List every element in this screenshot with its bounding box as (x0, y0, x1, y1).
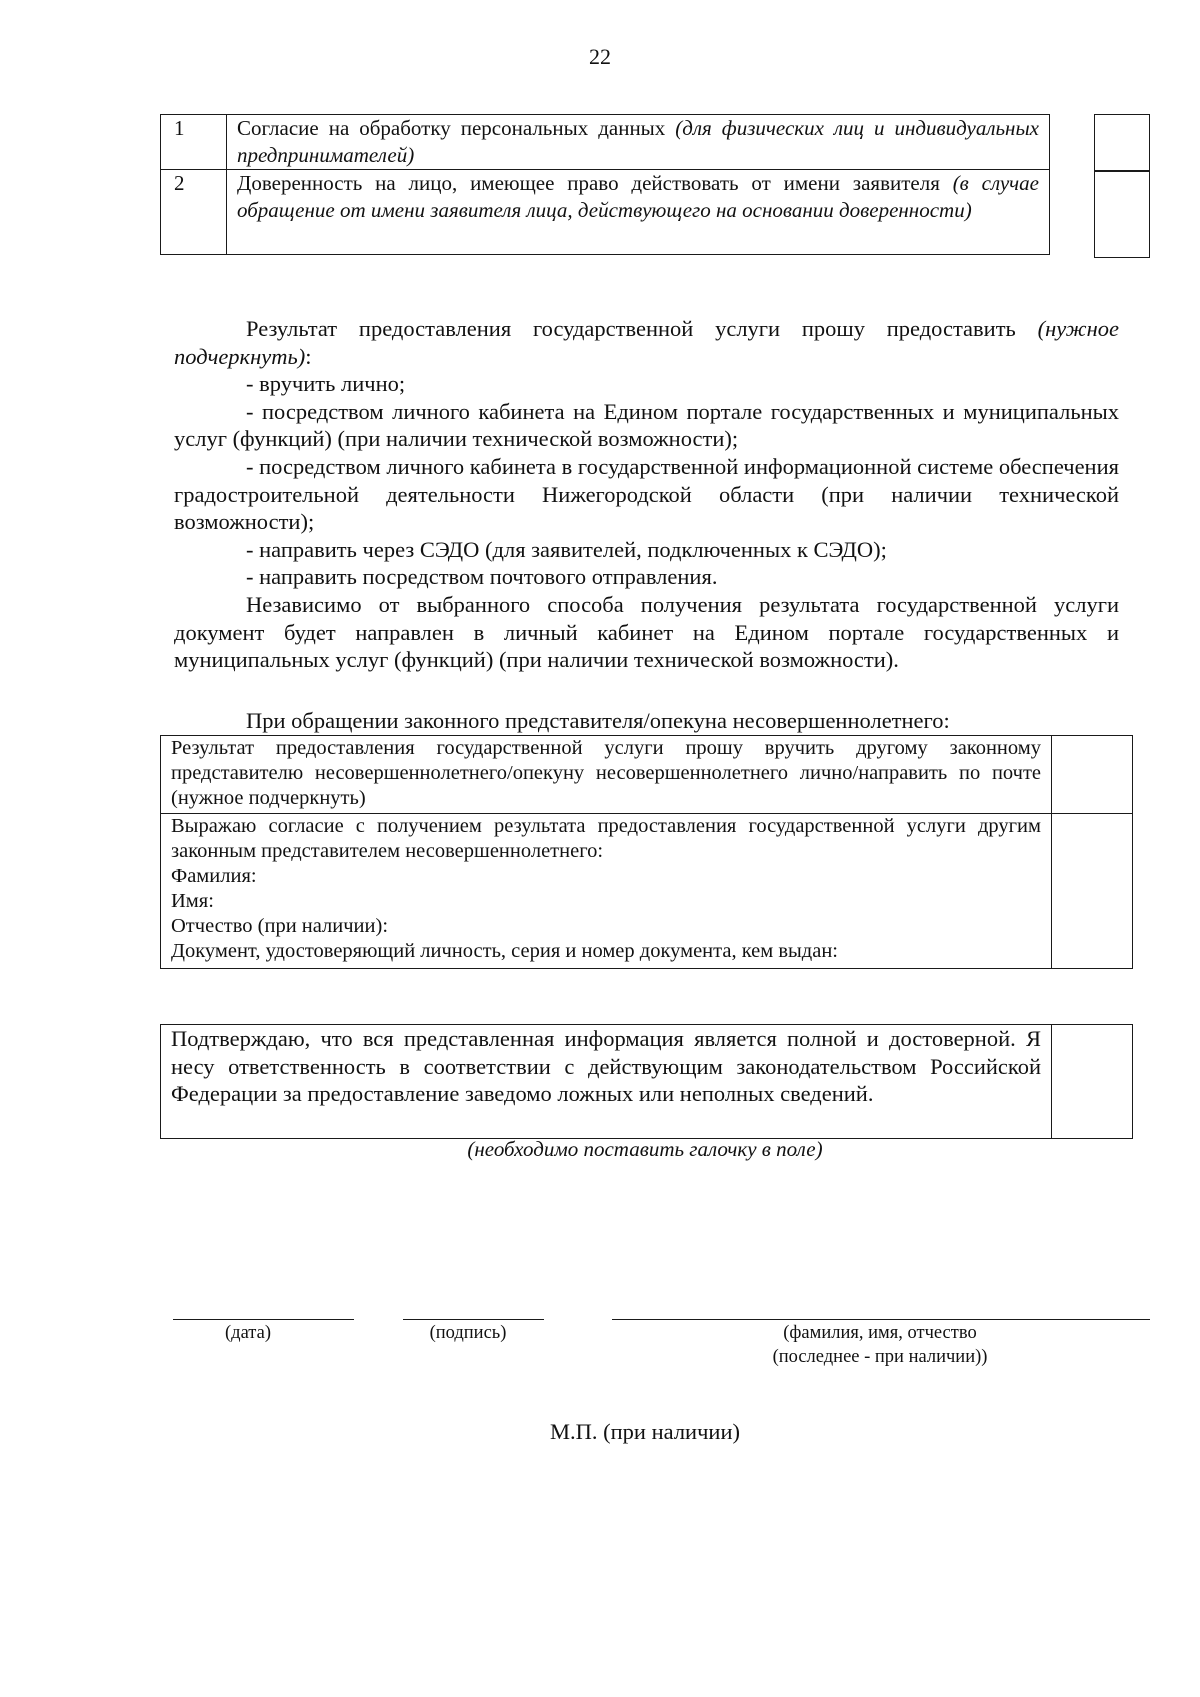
doc-title: Согласие на обработку персональных данных (237, 116, 666, 140)
guardian-consent-checkbox[interactable] (1052, 814, 1133, 969)
guardian-consent-text: Выражаю согласие с получением результата предоставления государственной услуги другим законным представителем несовершеннолетнего: (171, 815, 1041, 862)
doc-number: 2 (161, 170, 227, 255)
table-row (161, 170, 1050, 255)
result-option: - направить через СЭДО (для заявителей, подключенных к СЭДО); (246, 536, 887, 562)
guardian-consent-cell (161, 814, 1052, 969)
result-option: - вручить лично; (246, 371, 406, 397)
table-row (161, 814, 1133, 969)
doc-note: (в случае обращение от имени заявителя лица, действующего на основании доверенности) (237, 171, 1039, 222)
field-surname: Фамилия: (171, 865, 257, 887)
confirmation-checkbox[interactable] (1052, 1025, 1133, 1139)
stamp-place: М.П. (при наличии) (550, 1419, 740, 1444)
fio-caption: (фамилия, имя, отчество (783, 1323, 977, 1343)
confirmation-note: (необходимо поставить галочку в поле) (467, 1137, 823, 1161)
documents-table (160, 114, 1050, 255)
guardian-request-checkbox[interactable] (1052, 736, 1133, 814)
date-line (173, 1319, 354, 1320)
doc-checkbox-2[interactable] (1094, 170, 1150, 258)
signature-line (403, 1319, 544, 1320)
confirmation-text: Подтверждаю, что вся представленная информация является полной и достоверной. Я несу ответственность в соответствии с действующим законодательством Российской Федерации за предоставление заведомо ложных или неполных сведений. (161, 1025, 1052, 1139)
doc-number: 1 (161, 115, 227, 170)
result-option: - посредством личного кабинета в государственной информационной системе обеспечения градостроительной деятельности Нижегородской области (при наличии технической возможности); (174, 453, 1119, 535)
table-row (161, 1025, 1133, 1139)
field-patronymic: Отчество (при наличии): (171, 915, 389, 937)
doc-title: Доверенность на лицо, имеющее право действовать от имени заявителя (237, 171, 940, 195)
result-options-block (174, 315, 1119, 674)
doc-checkbox-1[interactable] (1094, 114, 1150, 172)
signature-caption: (подпись) (429, 1323, 507, 1343)
guardian-request: Результат предоставления государственной услуги прошу вручить другому законному представителю несовершеннолетнего/опекуну несовершеннолетнего лично/направить по почте (нужное подчеркнуть) (161, 736, 1052, 814)
confirmation-table (160, 1024, 1133, 1139)
result-intro-text: Результат предоставления государственной услуги прошу предоставить (246, 316, 1016, 341)
doc-note: (для физических лиц и индивидуальных предпринимателей) (237, 116, 1039, 167)
guardian-table (160, 735, 1133, 969)
field-id-document: Документ, удостоверяющий личность, серия и номер документа, кем выдан: (171, 940, 839, 962)
result-independent-note: Независимо от выбранного способа получения результата государственной услуги документ будет направлен в личный кабинет на Едином портале государственных и муниципальных услуг (функций) (при наличии технической возможности). (174, 591, 1119, 673)
fio-line (612, 1319, 1150, 1320)
result-option: - направить посредством почтового отправления. (246, 564, 718, 590)
guardian-heading: При обращении законного представителя/опекуна несовершеннолетнего: (246, 708, 950, 733)
doc-text (227, 170, 1050, 255)
table-row (161, 115, 1050, 170)
date-caption: (дата) (225, 1323, 271, 1343)
result-intro (174, 315, 1119, 370)
doc-text (227, 115, 1050, 170)
result-intro-tail: : (305, 343, 312, 369)
result-option: - посредством личного кабинета на Едином портале государственных и муниципальных услуг (функций) (при наличии технической возможности); (174, 398, 1119, 452)
result-intro-note: (нужное подчеркнуть) (174, 316, 1120, 369)
page-number: 22 (589, 44, 611, 69)
field-name: Имя: (171, 890, 214, 912)
fio-caption-2: (последнее - при наличии)) (772, 1347, 988, 1367)
table-row (161, 736, 1133, 814)
